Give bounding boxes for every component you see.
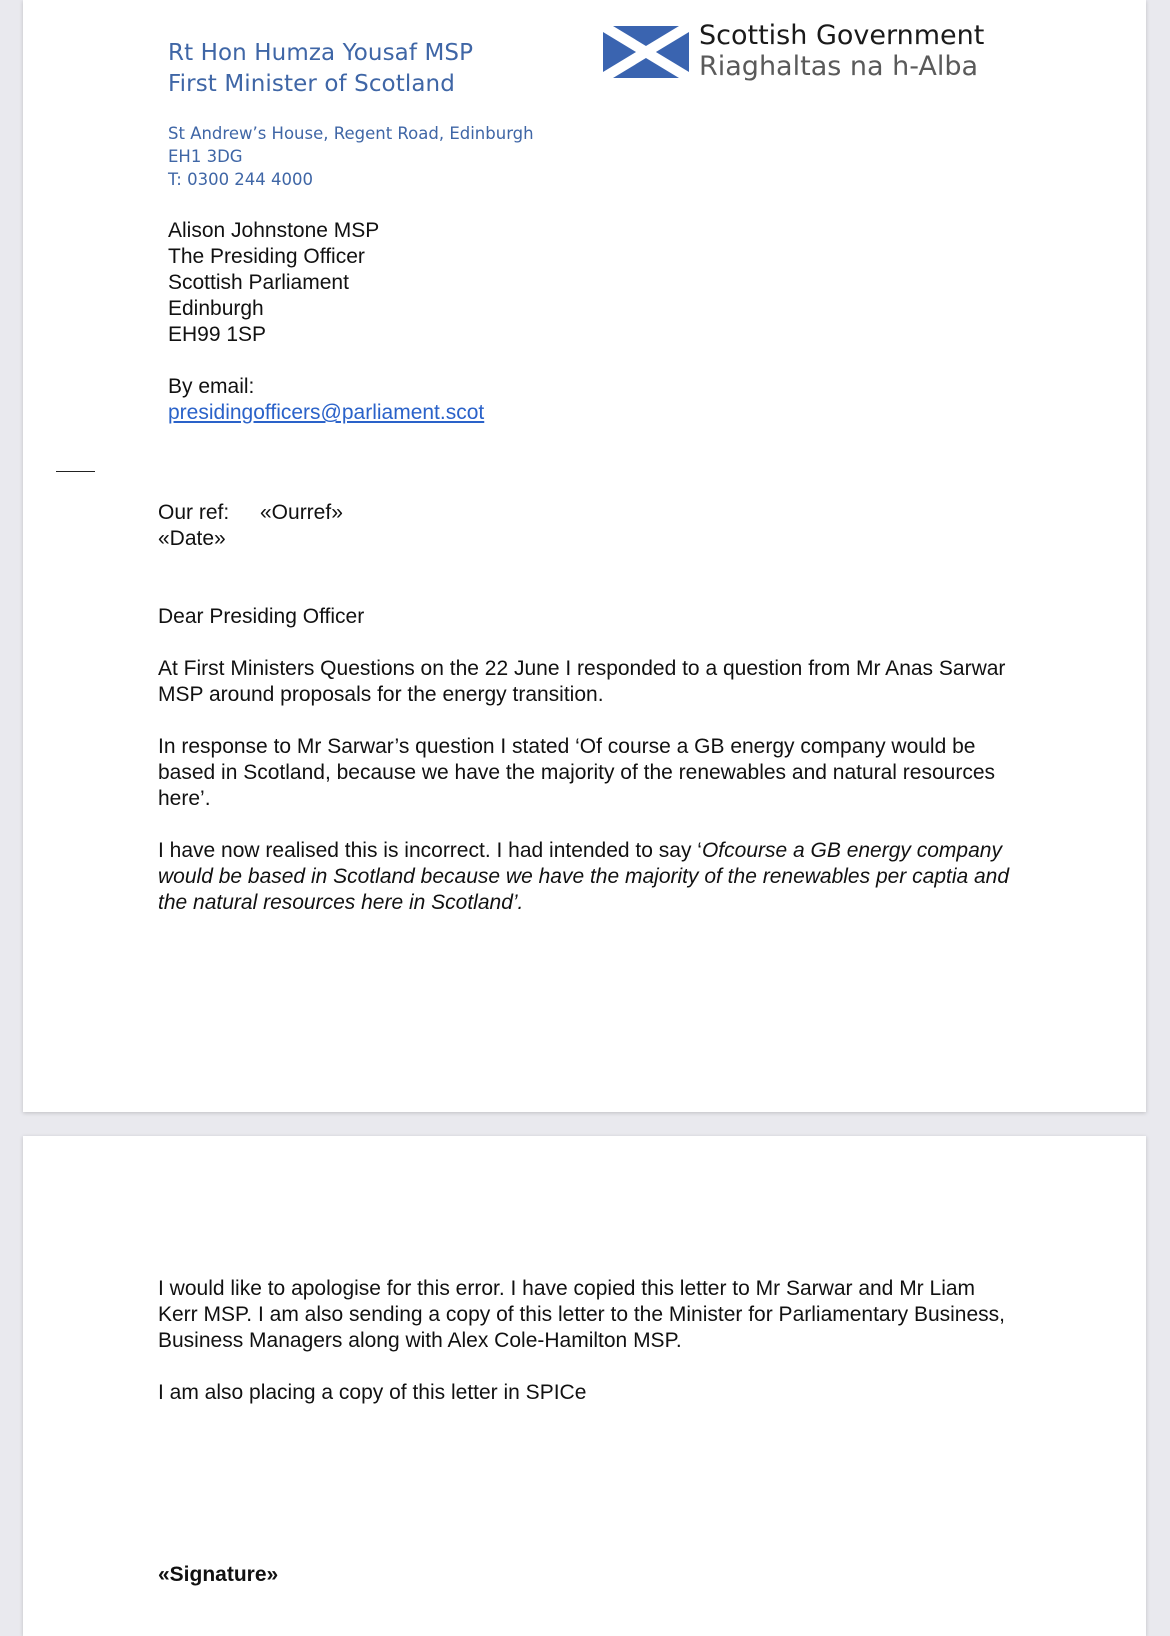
paragraph-3 [158,838,1018,916]
paragraph-4: I would like to apologise for this error. I have copied this letter to Mr Sarwar and Mr Liam Kerr MSP. I am also sending a copy of this letter to the Minister for Parliamentary Business, Business Managers along with Alex Cole-Hamilton MSP. [158,1277,1005,1352]
sender-postcode: EH1 3DG [168,147,243,166]
sender-name: Rt Hon Humza Yousaf MSP [168,40,474,66]
recipient-name: Alison Johnstone MSP [168,219,380,242]
sender-address-line: St Andrew’s House, Regent Road, Edinburgh [168,124,534,143]
paragraph-3-quote: Ofcourse a GB energy company would be based in Scotland because we have the majority of the renewables per captia and the natural resources here in Scotland’. [158,839,1010,914]
salutation: Dear Presiding Officer [158,605,365,628]
paragraph-2: In response to Mr Sarwar’s question I stated ‘Of course a GB energy company would be based in Scotland, because we have the majority of the renewables and natural resources here’. [158,735,996,810]
letter-page-1 [23,0,1146,1112]
letter-page-2 [23,1136,1146,1636]
paragraph-3-text: I have now realised this is incorrect. I had intended to say ‘ [158,839,702,862]
logo-text-english: Scottish Government [699,20,985,51]
recipient-title: The Presiding Officer [168,245,365,268]
paragraph-1: At First Ministers Questions on the 22 June I responded to a question from Mr Anas Sarwar MSP around proposals for the energy transition. [158,657,1006,706]
date-placeholder: «Date» [158,527,226,550]
divider-rule [56,471,95,472]
paragraph-5: I am also placing a copy of this letter in SPICe [158,1381,587,1404]
signature-placeholder: «Signature» [158,1563,279,1586]
sender-title: First Minister of Scotland [168,71,455,97]
logo-text-gaelic: Riaghaltas na h-Alba [699,51,979,82]
recipient-postcode: EH99 1SP [168,323,267,346]
email-link[interactable]: presidingofficers@parliament.scot [168,401,485,424]
email-label: By email: [168,375,255,398]
sender-phone: T: 0300 244 4000 [168,170,314,189]
reference-label: Our ref: [158,501,230,524]
reference-value: «Ourref» [260,501,343,524]
saltire-flag-icon [603,26,689,78]
recipient-organisation: Scottish Parliament [168,271,349,294]
recipient-city: Edinburgh [168,297,264,320]
